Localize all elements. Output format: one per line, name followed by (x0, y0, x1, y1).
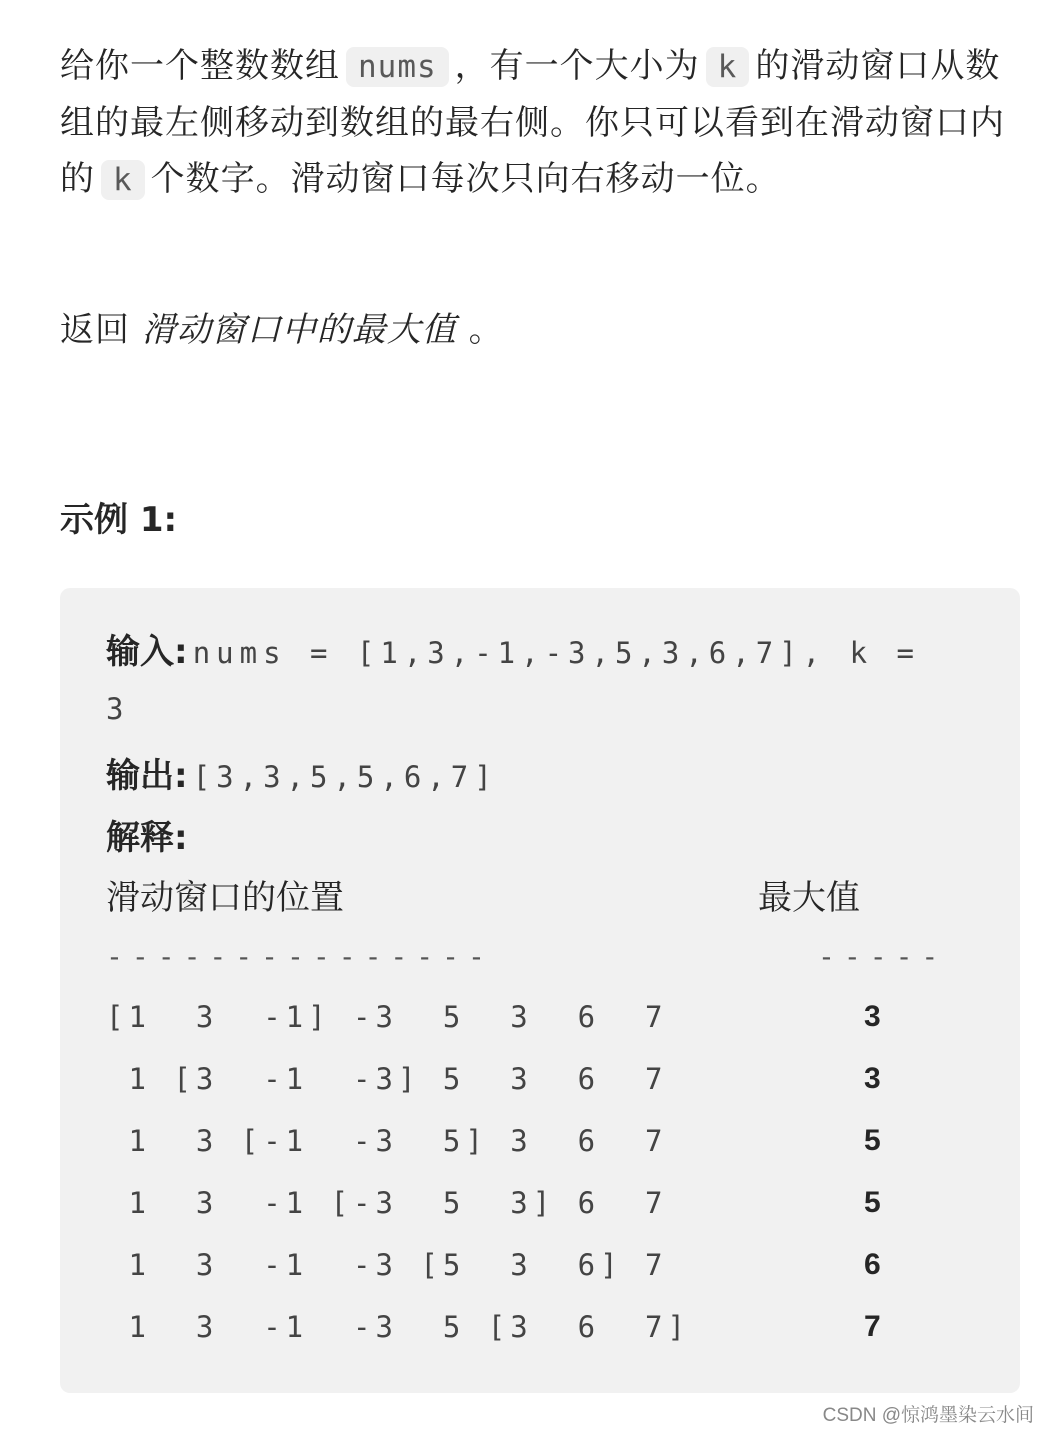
max-value-4: 5 (864, 1186, 881, 1219)
problem-description (60, 38, 1010, 208)
output-label: 输出: (106, 756, 188, 796)
column-header-max: 最大值 (758, 878, 860, 918)
window-row-6: 1 3 -1 -3 5 [3 6 7] (106, 1310, 690, 1344)
example-title: 示例 1: (60, 500, 178, 540)
divider-window: --------------- (106, 940, 494, 973)
desc-text-2: ，有一个大小为 (454, 46, 700, 86)
return-statement (60, 302, 504, 358)
return-suffix: 。 (468, 310, 504, 350)
input-line (106, 624, 920, 673)
max-value-6: 7 (864, 1310, 881, 1343)
window-row-3: 1 3 [-1 -3 5] 3 6 7 (106, 1124, 668, 1158)
max-value-1: 3 (864, 1000, 881, 1033)
description-paragraph (60, 38, 1010, 208)
max-value-2: 3 (864, 1062, 881, 1095)
divider-max: ----- (818, 940, 948, 973)
desc-text-1: 给你一个整数数组 (60, 46, 340, 86)
input-value-continued: 3 (106, 692, 130, 726)
explain-label: 解释: (106, 818, 188, 858)
window-row-2: 1 [3 -1 -3] 5 3 6 7 (106, 1062, 668, 1096)
window-row-4: 1 3 -1 [-3 5 3] 6 7 (106, 1186, 668, 1220)
window-row-5: 1 3 -1 -3 [5 3 6] 7 (106, 1248, 668, 1282)
max-value-5: 6 (864, 1248, 881, 1281)
desc-text-3: 的滑动窗口从数组的最左侧移动到数组的最右侧。你只可以看到在滑动窗口内的 (60, 46, 1005, 199)
input-value: nums = [1,3,-1,-3,5,3,6,7], k = (192, 636, 920, 670)
return-emphasis: 滑动窗口中的最大值 (141, 310, 457, 350)
max-value-3: 5 (864, 1124, 881, 1157)
code-k-2: k (101, 160, 145, 200)
output-line (106, 748, 498, 797)
code-nums: nums (346, 47, 449, 87)
output-value: [3,3,5,5,6,7] (192, 760, 498, 794)
input-label: 输入: (106, 632, 188, 672)
code-k: k (706, 47, 750, 87)
window-row-1: [1 3 -1] -3 5 3 6 7 (106, 1000, 668, 1034)
return-prefix: 返回 (60, 310, 130, 350)
desc-text-4: 个数字。滑动窗口每次只向右移动一位。 (150, 159, 781, 199)
example-code-block (60, 588, 1020, 1393)
column-header-window: 滑动窗口的位置 (106, 878, 344, 918)
watermark: CSDN @惊鸿墨染云水间 (822, 1405, 1034, 1426)
